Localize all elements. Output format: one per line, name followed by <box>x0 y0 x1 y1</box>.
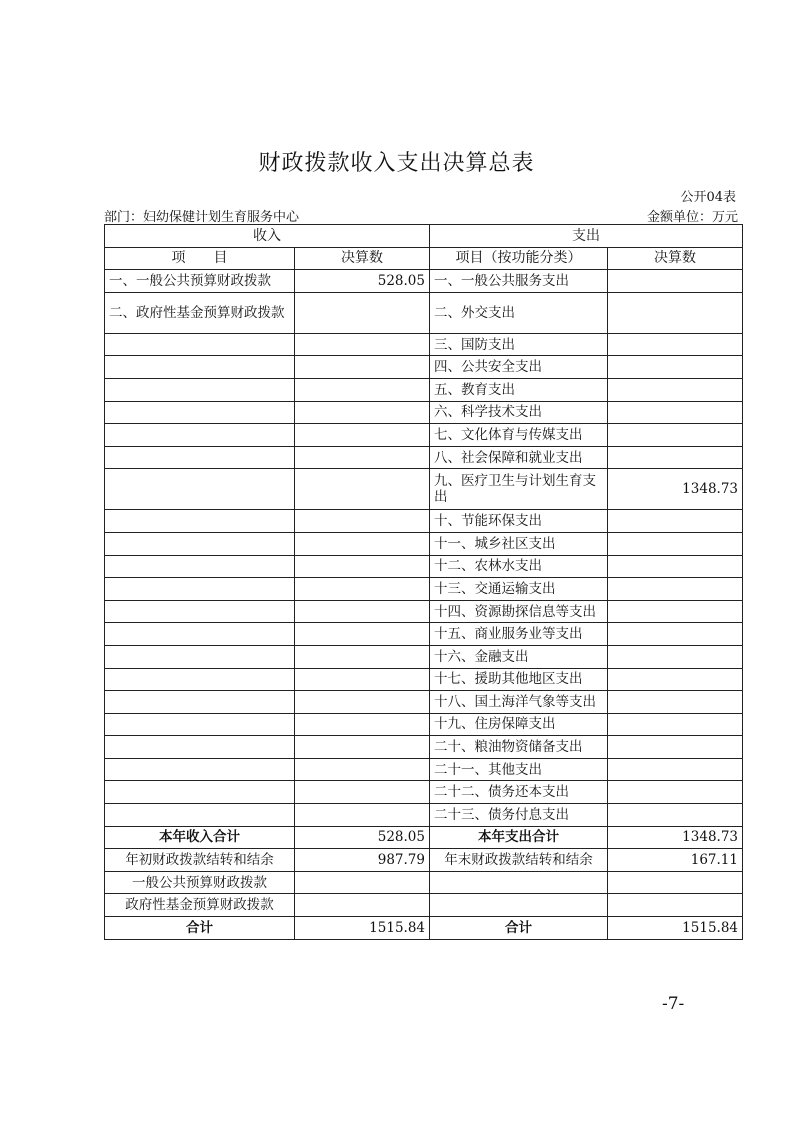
income-amount-cell <box>295 781 430 804</box>
general-budget-expense-value <box>608 871 743 894</box>
fund-budget-row <box>105 894 743 917</box>
table-row <box>105 623 743 646</box>
expense-amount-cell <box>608 758 743 781</box>
income-amount-cell <box>295 333 430 356</box>
income-amount-cell <box>295 446 430 469</box>
income-item-cell <box>105 356 295 379</box>
expense-amount-cell <box>608 691 743 714</box>
general-budget-value <box>295 871 430 894</box>
income-amount-cell <box>295 555 430 578</box>
expense-item-cell: 十二、农林水支出 <box>430 555 608 578</box>
table-row <box>105 758 743 781</box>
expense-amount-cell <box>608 736 743 759</box>
fund-budget-label: 政府性基金预算财政拨款 <box>105 894 295 917</box>
income-item-cell <box>105 600 295 623</box>
income-item-cell <box>105 378 295 401</box>
income-amount-cell <box>295 510 430 533</box>
expense-item-cell: 十四、资源勘探信息等支出 <box>430 600 608 623</box>
beginning-balance-label: 年初财政拨款结转和结余 <box>105 849 295 872</box>
table-row <box>105 532 743 555</box>
expense-amount-cell <box>608 668 743 691</box>
income-amount-cell <box>295 600 430 623</box>
expense-amount-cell <box>608 578 743 601</box>
expense-amount-cell <box>608 532 743 555</box>
ending-balance-label: 年末财政拨款结转和结余 <box>430 849 608 872</box>
income-amount-cell <box>295 668 430 691</box>
expense-item-cell: 十六、金融支出 <box>430 645 608 668</box>
income-amount-cell <box>295 758 430 781</box>
income-item-cell <box>105 401 295 424</box>
fund-budget-expense-value <box>608 894 743 917</box>
ending-balance-value: 167.11 <box>608 849 743 872</box>
income-item-cell <box>105 758 295 781</box>
expense-item-cell: 九、医疗卫生与计划生育支出 <box>430 469 608 510</box>
fund-budget-value <box>295 894 430 917</box>
fund-budget-expense <box>430 894 608 917</box>
income-item-cell <box>105 424 295 447</box>
expense-item-cell: 十七、援助其他地区支出 <box>430 668 608 691</box>
page-number: -7- <box>662 994 685 1014</box>
income-item-cell <box>105 446 295 469</box>
income-amount-cell <box>295 424 430 447</box>
expense-amount-cell <box>608 623 743 646</box>
expense-item-cell: 十三、交通运输支出 <box>430 578 608 601</box>
general-budget-row <box>105 871 743 894</box>
department-label: 部门：妇幼保健计划生育服务中心 <box>104 210 300 225</box>
expense-amount-cell <box>608 424 743 447</box>
income-item-cell <box>105 469 295 510</box>
expense-amount-cell <box>608 378 743 401</box>
grand-total-label-left: 合计 <box>105 917 295 940</box>
beginning-balance-value: 987.79 <box>295 849 430 872</box>
income-amount-cell <box>295 356 430 379</box>
carryover-row <box>105 849 743 872</box>
income-item-cell <box>105 691 295 714</box>
income-total-label: 本年收入合计 <box>105 826 295 849</box>
expense-item-cell: 十九、住房保障支出 <box>430 713 608 736</box>
income-item-cell <box>105 713 295 736</box>
table-row <box>105 555 743 578</box>
expense-item-cell: 十、节能环保支出 <box>430 510 608 533</box>
income-amount-cell <box>295 292 430 333</box>
table-row <box>105 781 743 804</box>
expense-item-cell: 十一、城乡社区支出 <box>430 532 608 555</box>
table-row <box>105 292 743 333</box>
section-header-row <box>105 225 743 248</box>
table-number: 公开04表 <box>680 190 736 205</box>
unit-label: 金额单位：万元 <box>646 210 738 225</box>
income-amount-cell <box>295 578 430 601</box>
expense-item-cell: 二、外交支出 <box>430 292 608 333</box>
expense-item-cell: 十八、国土海洋气象等支出 <box>430 691 608 714</box>
income-item-header: 项 目 <box>105 247 295 270</box>
income-amount-header: 决算数 <box>295 247 430 270</box>
income-amount-cell <box>295 645 430 668</box>
expense-item-cell: 四、公共安全支出 <box>430 356 608 379</box>
income-total-value: 528.05 <box>295 826 430 849</box>
expense-item-cell: 二十二、债务还本支出 <box>430 781 608 804</box>
expense-amount-cell <box>608 600 743 623</box>
table-row <box>105 446 743 469</box>
meta-row <box>104 206 738 225</box>
table-row <box>105 578 743 601</box>
grand-total-left: 1515.84 <box>295 917 430 940</box>
income-item-cell: 二、政府性基金预算财政拨款 <box>105 292 295 333</box>
income-item-cell <box>105 645 295 668</box>
table-row <box>105 736 743 759</box>
table-row <box>105 270 743 293</box>
grand-total-right: 1515.84 <box>608 917 743 940</box>
expense-item-cell: 五、教育支出 <box>430 378 608 401</box>
expense-amount-cell <box>608 645 743 668</box>
column-header-row <box>105 247 743 270</box>
grand-total-row <box>105 917 743 940</box>
general-budget-label: 一般公共预算财政拨款 <box>105 871 295 894</box>
table-row <box>105 401 743 424</box>
expense-amount-cell <box>608 292 743 333</box>
expense-total-label: 本年支出合计 <box>430 826 608 849</box>
income-item-cell <box>105 532 295 555</box>
expense-amount-cell <box>608 781 743 804</box>
expense-amount-cell <box>608 510 743 533</box>
income-amount-cell <box>295 532 430 555</box>
income-item-cell <box>105 510 295 533</box>
general-budget-expense <box>430 871 608 894</box>
income-item-cell <box>105 668 295 691</box>
expense-item-cell: 二十一、其他支出 <box>430 758 608 781</box>
table-row <box>105 333 743 356</box>
income-amount-cell: 528.05 <box>295 270 430 293</box>
page-title: 财政拨款收入支出决算总表 <box>258 151 535 176</box>
table-row <box>105 645 743 668</box>
income-amount-cell <box>295 623 430 646</box>
income-item-cell <box>105 804 295 827</box>
expense-item-cell: 十五、商业服务业等支出 <box>430 623 608 646</box>
income-item-cell <box>105 781 295 804</box>
expense-amount-cell <box>608 446 743 469</box>
expense-amount-header: 决算数 <box>608 247 743 270</box>
table-row <box>105 600 743 623</box>
table-row <box>105 804 743 827</box>
table-row <box>105 424 743 447</box>
income-item-cell: 一、一般公共预算财政拨款 <box>105 270 295 293</box>
expense-item-cell: 二十、粮油物资储备支出 <box>430 736 608 759</box>
grand-total-label-right: 合计 <box>430 917 608 940</box>
summary-body <box>105 826 743 939</box>
income-item-cell <box>105 623 295 646</box>
expense-amount-cell <box>608 555 743 578</box>
table-row <box>105 356 743 379</box>
income-amount-cell <box>295 378 430 401</box>
income-header: 收入 <box>105 225 430 248</box>
expense-item-cell: 八、社会保障和就业支出 <box>430 446 608 469</box>
table-row <box>105 668 743 691</box>
income-item-cell <box>105 578 295 601</box>
income-amount-cell <box>295 469 430 510</box>
table-row <box>105 691 743 714</box>
table-row <box>105 510 743 533</box>
expense-item-cell: 六、科学技术支出 <box>430 401 608 424</box>
expense-amount-cell <box>608 270 743 293</box>
expense-item-header: 项目（按功能分类） <box>430 247 608 270</box>
table-row <box>105 713 743 736</box>
income-amount-cell <box>295 691 430 714</box>
income-item-cell <box>105 555 295 578</box>
expense-item-cell: 二十三、债务付息支出 <box>430 804 608 827</box>
income-amount-cell <box>295 736 430 759</box>
income-item-cell <box>105 736 295 759</box>
income-item-cell <box>105 333 295 356</box>
expense-amount-cell <box>608 356 743 379</box>
expense-item-cell: 三、国防支出 <box>430 333 608 356</box>
expense-total-value: 1348.73 <box>608 826 743 849</box>
expense-amount-cell <box>608 401 743 424</box>
expense-header: 支出 <box>430 225 743 248</box>
expense-amount-cell <box>608 804 743 827</box>
table-body <box>105 270 743 826</box>
expense-item-cell: 七、文化体育与传媒支出 <box>430 424 608 447</box>
income-amount-cell <box>295 804 430 827</box>
expense-amount-cell <box>608 713 743 736</box>
fiscal-summary-table <box>104 224 743 940</box>
table-row <box>105 469 743 510</box>
expense-amount-cell <box>608 333 743 356</box>
table-row <box>105 378 743 401</box>
expense-item-cell: 一、一般公共服务支出 <box>430 270 608 293</box>
income-amount-cell <box>295 401 430 424</box>
expense-amount-cell: 1348.73 <box>608 469 743 510</box>
year-total-row <box>105 826 743 849</box>
income-amount-cell <box>295 713 430 736</box>
